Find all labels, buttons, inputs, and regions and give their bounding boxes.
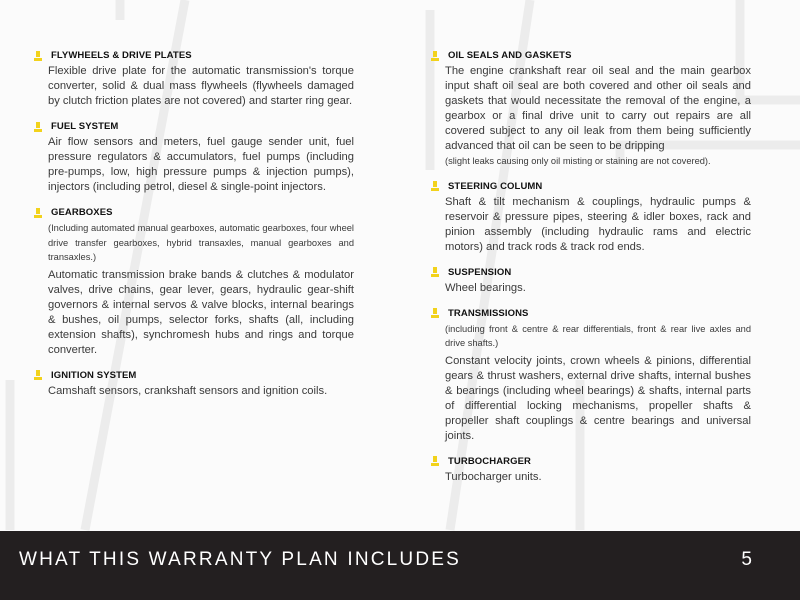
section-ignition bbox=[34, 370, 356, 399]
piston-bullet-icon bbox=[431, 267, 439, 277]
footer-bar bbox=[0, 531, 800, 600]
piston-bullet-icon bbox=[431, 181, 439, 191]
page-number: 5 bbox=[741, 549, 752, 570]
piston-bullet-icon bbox=[34, 208, 42, 218]
section-gearboxes bbox=[34, 207, 356, 358]
section-title: SUSPENSION bbox=[448, 266, 512, 278]
footer-title: WHAT THIS WARRANTY PLAN INCLUDES bbox=[19, 549, 462, 570]
section-suspension bbox=[431, 267, 753, 296]
section-body: Camshaft sensors, crankshaft sensors and ignition coils. bbox=[48, 384, 328, 397]
right-column bbox=[431, 50, 753, 497]
section-note: (slight leaks causing only oil misting or staining are not covered). bbox=[445, 156, 711, 166]
section-body: Constant velocity joints, crown wheels & pinions, differential gears & thrust washers, external drive shafts, internal bushes & bearings (including wheel bearings) & shafts, internal parts of differential locking mechanisms, propeller shafts & propeller shaft couplings & centre bearings and universal joints. bbox=[445, 354, 751, 442]
section-title: FUEL SYSTEM bbox=[51, 121, 119, 132]
section-oil-seals bbox=[431, 50, 753, 169]
section-title: GEARBOXES bbox=[51, 207, 113, 218]
section-body: Shaft & tilt mechanism & couplings, hydraulic pumps & reservoir & pressure pipes, steering & idler boxes, rack and pinion assembly (including hydraulic rams and electric motors) and track rods & track rod ends. bbox=[445, 195, 751, 253]
piston-bullet-icon bbox=[34, 51, 42, 61]
piston-bullet-icon bbox=[34, 370, 42, 380]
section-body: Turbocharger units. bbox=[445, 470, 542, 483]
section-title: OIL SEALS AND GASKETS bbox=[448, 50, 572, 61]
section-body: The engine crankshaft rear oil seal and the main gearbox input shaft oil seal are both covered and other oil seals and gaskets that would necessitate the removal of the engine, a gearbox or a final drive unit to carry out repairs are all covered subject to any oil leak from them being sufficiently advanced that oil can be seen to be dripping bbox=[445, 65, 751, 152]
section-title: STEERING COLUMN bbox=[448, 180, 543, 192]
section-body: Automatic transmission brake bands & clutches & modulator valves, drive chains, gear lever, gears, hydraulic gear-shift governors & internal servos & valve blocks, internal bearings & bushes, oil pumps, selector forks, shafts (all, including extension shafts), synchromesh hubs and rings and torque converter. bbox=[48, 268, 354, 356]
section-title: IGNITION SYSTEM bbox=[51, 369, 137, 381]
piston-bullet-icon bbox=[34, 122, 42, 132]
section-note: (including front & centre & rear differentials, front & rear live axles and drive shafts.) bbox=[445, 323, 751, 348]
left-column bbox=[34, 50, 356, 411]
piston-bullet-icon bbox=[431, 51, 439, 61]
section-turbocharger bbox=[431, 456, 753, 485]
section-note: (Including automated manual gearboxes, automatic gearboxes, four wheel drive transfer gearboxes, hybrid transaxles, manual gearboxes and transaxles.) bbox=[48, 223, 354, 262]
piston-bullet-icon bbox=[431, 308, 439, 318]
section-transmissions bbox=[431, 308, 753, 444]
section-body: Flexible drive plate for the automatic transmission's torque converter, solid & dual mass flywheels (flywheels damaged by clutch friction plates are not covered) and starter ring gear. bbox=[48, 65, 354, 107]
section-title: TURBOCHARGER bbox=[448, 455, 532, 467]
section-steering bbox=[431, 181, 753, 255]
section-title: TRANSMISSIONS bbox=[448, 307, 529, 319]
section-flywheels bbox=[34, 50, 356, 109]
section-body: Wheel bearings. bbox=[445, 281, 526, 294]
section-body: Air flow sensors and meters, fuel gauge sender unit, fuel pressure regulators & accumulators, fuel pumps (including pre-pumps, low, high pressure pumps & injection pumps), injectors (including petrol, diesel & single-point injectors. bbox=[48, 136, 354, 193]
section-title: FLYWHEELS & DRIVE PLATES bbox=[51, 50, 192, 61]
piston-bullet-icon bbox=[431, 456, 439, 466]
section-fuel-system bbox=[34, 121, 356, 195]
